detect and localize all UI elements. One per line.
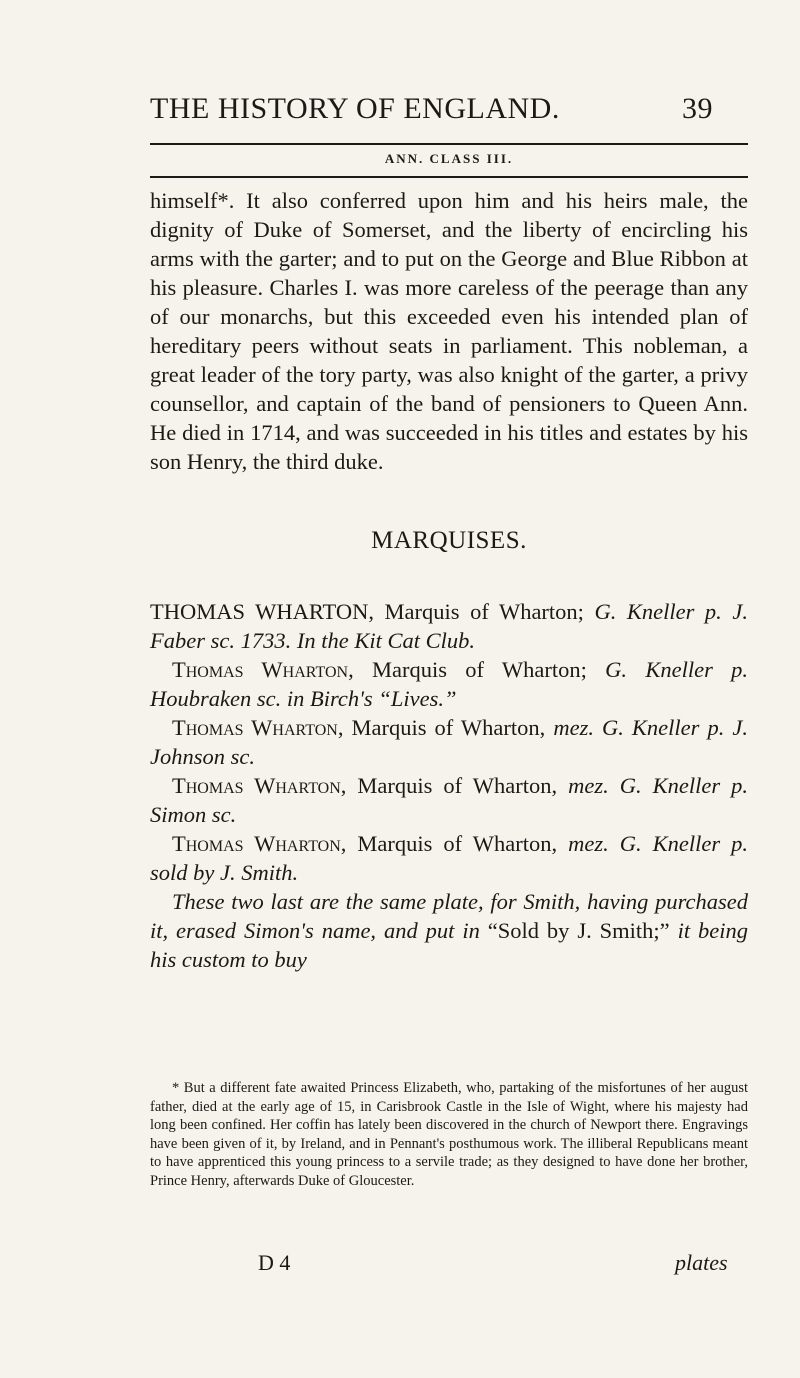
portrait-entry bbox=[150, 597, 748, 655]
entry-title: Marquis of Wharton; bbox=[374, 599, 595, 624]
entry-name: Thomas Wharton, bbox=[172, 715, 344, 740]
portrait-entry bbox=[150, 713, 748, 771]
entry-engraving: G. Kneller p. J. Faber sc. 1733. In the Kit Cat Club. bbox=[150, 599, 748, 653]
portrait-entry bbox=[150, 829, 748, 887]
entry-title: Marquis of Wharton, bbox=[343, 715, 554, 740]
signature-mark: D 4 bbox=[258, 1250, 291, 1275]
entry-title: Marquis of Wharton, bbox=[346, 773, 569, 798]
footnote: * But a different fate awaited Princess Elizabeth, who, partaking of the misfortunes of her august father, died at the early age of 15, in Carisbrook Castle in the Isle of Wight, where his majesty had long been confined. Her coffin has lately been discovered in the church of Newport there. Engravings have been given of it, by Ireland, and in Pennant's posthumous work. The illiberal Republicans meant to have apprenticed this young princess to a servile trade; as they designed to have done her brother, Prince Henry, afterwards Duke of Gloucester. bbox=[150, 1080, 748, 1189]
entry-title: Marquis of Wharton, bbox=[346, 831, 569, 856]
entry-engraving: mez. G. Kneller p. Simon sc. bbox=[150, 773, 749, 827]
plate-note bbox=[150, 887, 748, 974]
header-rule-top bbox=[150, 143, 748, 145]
catchword: plates bbox=[675, 1250, 728, 1275]
class-line: ANN. CLASS III. bbox=[384, 151, 514, 166]
entry-engraving: mez. G. Kneller p. J. Johnson sc. bbox=[150, 715, 748, 769]
plate-note-italic-2: it being his custom to buy bbox=[150, 918, 748, 972]
entry-engraving: mez. G. Kneller p. sold by J. Smith. bbox=[150, 831, 749, 885]
entry-name: Thomas Wharton, bbox=[172, 657, 354, 682]
entry-name: THOMAS WHARTON, bbox=[150, 599, 374, 624]
continued-paragraph: himself*. It also conferred upon him and his heirs male, the dignity of Duke of Somerset, and the liberty of encircling his arms with the garter; and to put on the George and Blue Ribbon at his pleasure. Charles I. was more careless of the peerage than any of our monarchs, but this exceeded even his intended plan of hereditary peers without seats in parliament. This nobleman, a great leader of the tory party, was also knight of the garter, a privy counsellor, and captain of the band of pensioners to Queen Ann. He died in 1714, and was succeeded in his titles and estates by his son Henry, the third duke. bbox=[150, 188, 748, 474]
header-rule-bottom bbox=[150, 176, 748, 178]
plate-note-italic-1: These two last are the same plate, for Smith, having purchased it, erased Simon's name, and put in bbox=[150, 889, 748, 943]
entry-name: Thomas Wharton, bbox=[172, 773, 347, 798]
entry-title: Marquis of Wharton; bbox=[353, 657, 606, 682]
portrait-entry bbox=[150, 655, 748, 713]
entry-engraving: G. Kneller p. Houbraken sc. in Birch's “Lives.” bbox=[150, 657, 748, 711]
running-title: THE HISTORY OF ENGLAND. bbox=[150, 92, 560, 125]
entry-name: Thomas Wharton, bbox=[172, 831, 347, 856]
portrait-entry bbox=[150, 771, 748, 829]
plate-note-quote: “Sold by J. Smith;” bbox=[487, 918, 670, 943]
section-heading: MARQUISES. bbox=[371, 527, 527, 554]
page-number: 39 bbox=[682, 92, 713, 125]
main-text bbox=[150, 186, 748, 974]
